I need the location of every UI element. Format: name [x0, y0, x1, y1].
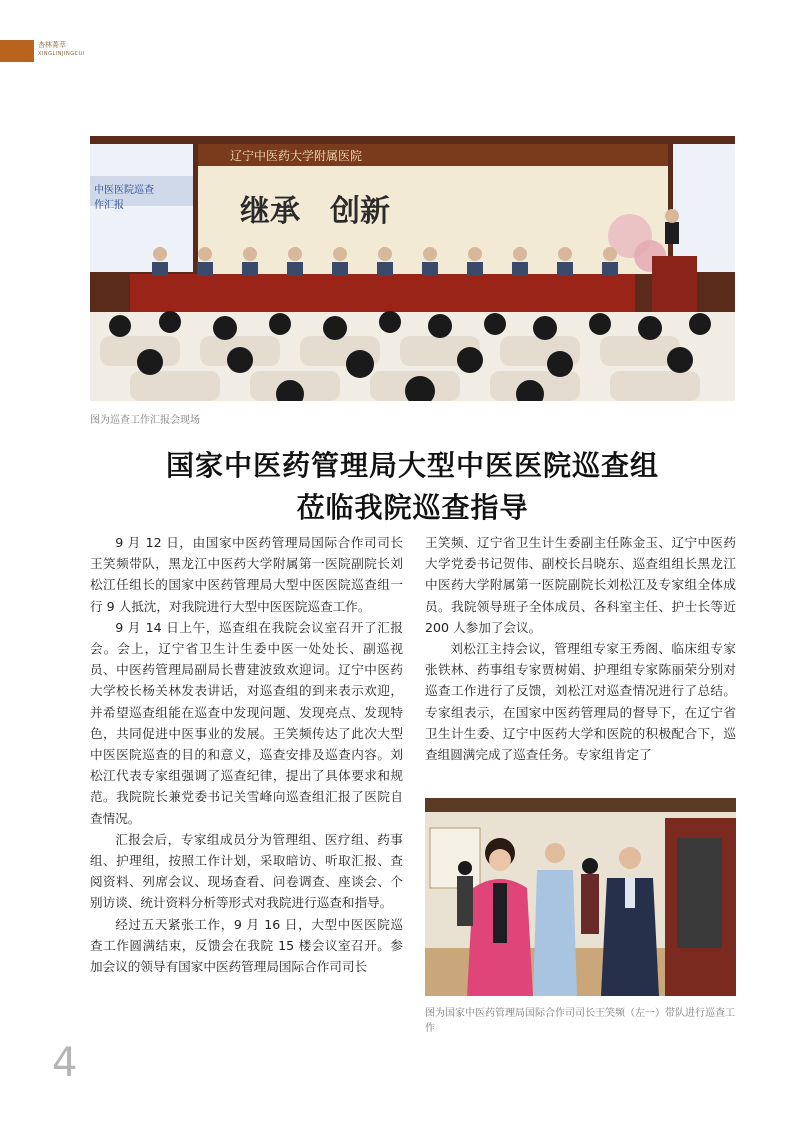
photo-caption-1: 图为巡查工作汇报会现场	[90, 415, 200, 426]
article-column-right	[425, 532, 736, 765]
meeting-photo-illustration	[90, 136, 735, 401]
article-title-line-2: 莅临我院巡查指导	[296, 491, 529, 524]
article-paragraph: 经过五天紧张工作，9 月 16 日，大型中医医院巡查工作圆满结束，反馈会在我院 15 楼会议室召开。参加会议的领导有国家中医药管理局国际合作司司长	[90, 916, 403, 975]
magazine-section-title: 杏林菁萃	[38, 41, 66, 49]
photo-caption-2: 图为国家中医药管理局国际合作司司长王笑频（左一）带队进行巡查工作	[425, 1008, 735, 1034]
inspection-photo	[425, 798, 736, 996]
header-tab	[0, 40, 34, 62]
article-paragraph: 刘松江主持会议，管理组专家王秀阁、临床组专家张铁林、药事组专家贾树娟、护理组专家陈丽荣分别对巡查工作进行了反馈，刘松江对巡查情况进行了总结。专家组表示，在国家中医药管理局的督导下，在辽宁省卫生计生委、辽宁中医药大学和医院的积极配合下，巡查组圆满完成了巡查任务。专家组肯定了	[425, 641, 736, 763]
magazine-section-subtitle: XINGLINJINGCUI	[38, 51, 85, 57]
inspection-photo-illustration	[425, 798, 736, 996]
screen-left-text-1: 中医医院巡查	[94, 185, 154, 196]
article-paragraph: 汇报会后，专家组成员分为管理组、医疗组、药事组、护理组，按照工作计划，采取暗访、听取汇报、查阅资料、列席会议、现场查看、问卷调查、座谈会、个别访谈、统计资料分析等形式对我院进行巡查和指导。	[90, 831, 403, 911]
article-paragraph: 9 月 14 日上午，巡查组在我院会议室召开了汇报会。会上，辽宁省卫生计生委中医一处处长、副巡视员、中医药管理局副局长曹建波致欢迎词。辽宁中医药大学校长杨关林发表讲话，对巡查组的到来表示欢迎，并希望巡查组能在巡查中发现问题、发现亮点、发现特色，共同促进中医事业的发展。王笑频传达了此次大型中医医院巡查的目的和意义，巡查安排及巡查内容。刘松江代表专家组强调了巡查纪律，提出了具体要求和规范。我院院长兼党委书记关雪峰向巡查组汇报了医院自查情况。	[90, 619, 403, 826]
meeting-photo	[90, 136, 735, 401]
article-column-left	[90, 532, 403, 977]
banner-slogan: 继承 创新	[240, 194, 390, 229]
page-number: 4	[52, 1040, 78, 1086]
banner-org-name: 辽宁中医药大学附属医院	[230, 149, 363, 163]
article-paragraph-continued: 王笑频、辽宁省卫生计生委副主任陈金玉、辽宁中医药大学党委书记贺伟、副校长吕晓东、巡查组组长黑龙江中医药大学附属第一医院副院长刘松江及专家组全体成员。我院领导班子全体成员、各科室主任、护士长等近 200 人参加了会议。	[425, 535, 736, 635]
article-paragraph: 9 月 12 日，由国家中医药管理局国际合作司司长王笑频带队，黑龙江中医药大学附属第一医院副院长刘松江任组长的国家中医药管理局大型中医医院巡查组一行 9 人抵沈，对我院进行大型中医医院巡查工作。	[90, 535, 403, 614]
article-title-line-1: 国家中医药管理局大型中医医院巡查组	[165, 449, 659, 482]
screen-left-text-2: 作汇报	[94, 200, 124, 211]
